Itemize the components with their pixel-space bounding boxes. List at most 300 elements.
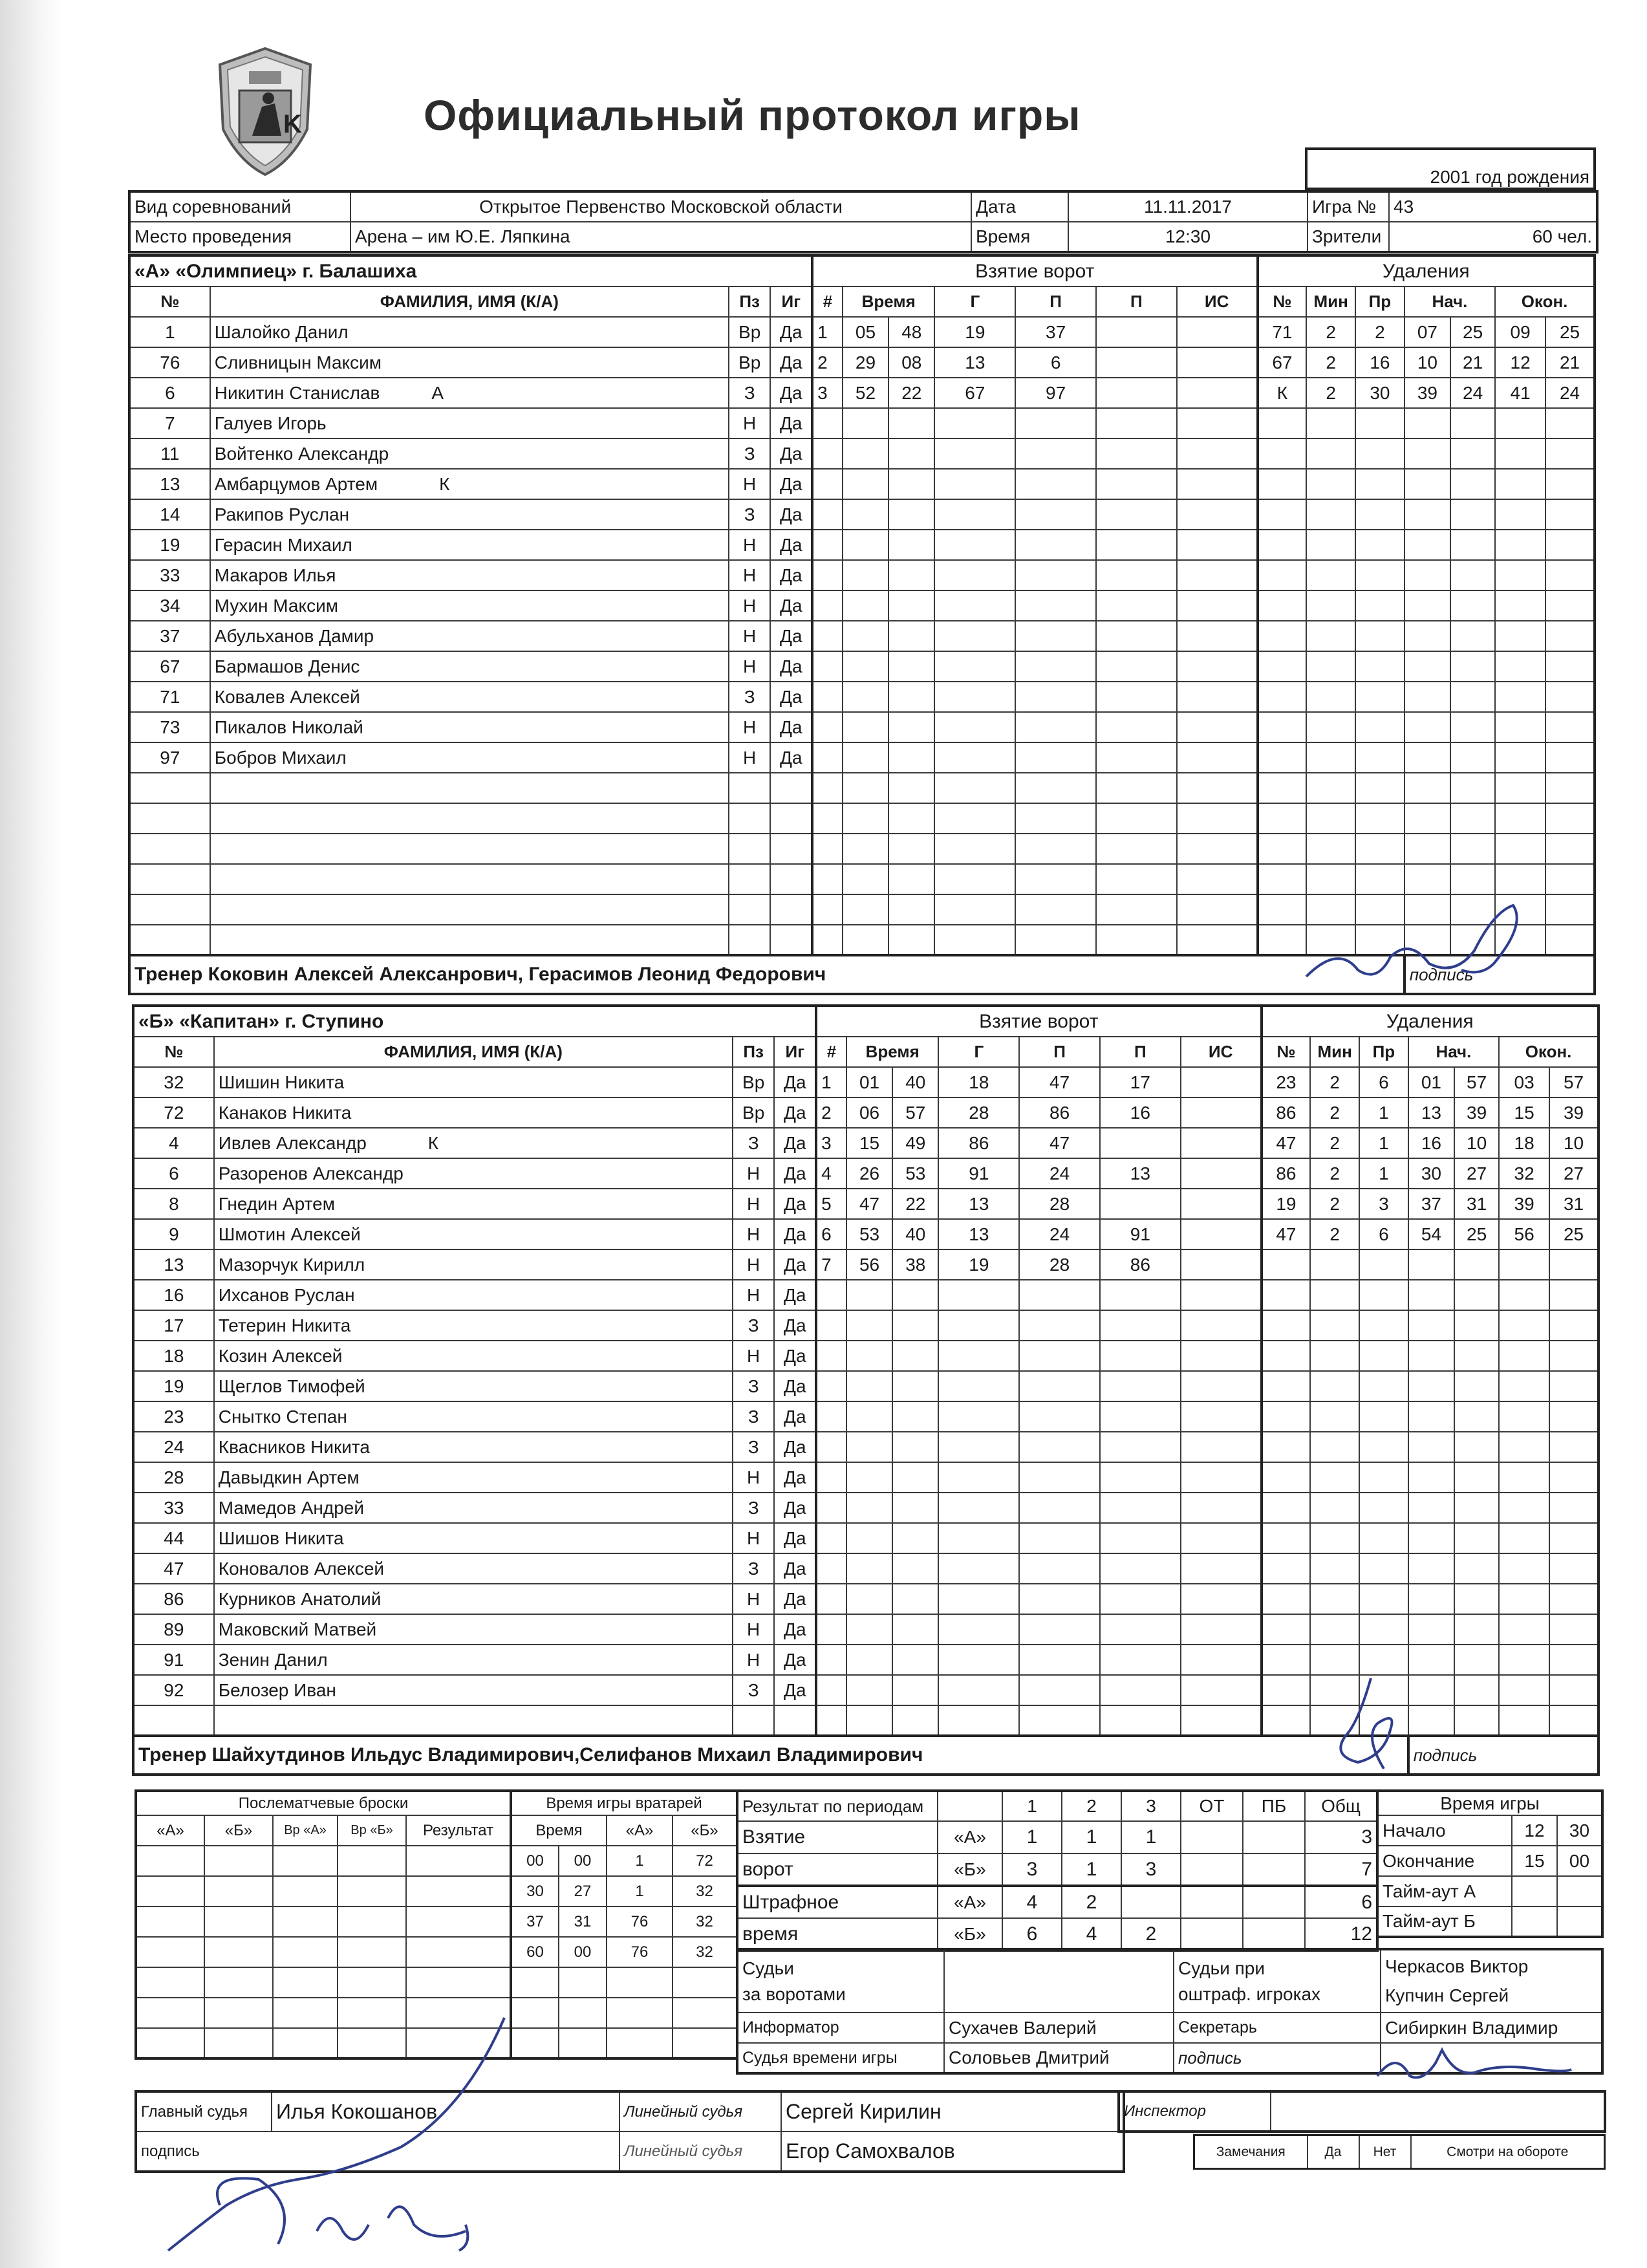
penalty-player: 47 <box>1262 1219 1311 1249</box>
penalty-min <box>1310 1310 1359 1341</box>
penalty-start-min: 37 <box>1408 1189 1454 1219</box>
penalty-end-min: 12 <box>1495 347 1545 378</box>
player-number: 9 <box>133 1219 214 1249</box>
penalty-min <box>1310 1553 1359 1584</box>
player-number: 19 <box>129 530 210 560</box>
player-played: Да <box>774 1584 816 1614</box>
goal-is <box>1181 1462 1262 1493</box>
goal-assist-1: 28 <box>1019 1249 1100 1280</box>
penalty-end-min <box>1495 560 1545 590</box>
period-value <box>1181 1886 1243 1918</box>
goal-assist-1 <box>1019 1341 1100 1371</box>
penalty-end-min <box>1499 1341 1549 1371</box>
penalty-reason: 3 <box>1359 1189 1408 1219</box>
period-value: 4 <box>1062 1918 1121 1950</box>
shootout-title: Послематчевые броски <box>136 1791 511 1815</box>
goal-number <box>816 1310 846 1341</box>
goal-scorer <box>934 712 1015 742</box>
player-name: Ихсанов Руслан <box>214 1280 733 1310</box>
player-number: 28 <box>133 1462 214 1493</box>
goal-number <box>816 1705 846 1736</box>
col-goal-scorer: Г <box>938 1037 1019 1067</box>
player-position: Н <box>729 621 771 651</box>
penalty-end-sec <box>1545 469 1595 499</box>
penalty-start-sec <box>1454 1705 1499 1736</box>
penalty-end-min <box>1499 1614 1549 1645</box>
penalty-start-sec <box>1454 1401 1499 1432</box>
player-number: 44 <box>133 1523 214 1553</box>
goal-number <box>816 1614 846 1645</box>
shootout-cell <box>204 1846 273 1876</box>
shootout-cell <box>338 1906 406 1937</box>
competition-label: Вид соревнований <box>129 191 350 222</box>
gk-time-min: 30 <box>511 1876 559 1906</box>
penalty-end-sec: 10 <box>1549 1128 1599 1158</box>
goal-assist-2 <box>1096 408 1177 438</box>
player-number: 47 <box>133 1553 214 1584</box>
col-pen-no: № <box>1262 1037 1311 1067</box>
penalty-reason <box>1359 1645 1408 1675</box>
penalty-start-min: 16 <box>1408 1128 1454 1158</box>
goal-assist-2 <box>1096 347 1177 378</box>
table-row <box>129 530 1595 560</box>
penalty-start-sec <box>1454 1493 1499 1523</box>
goal-assist-1 <box>1019 1705 1100 1736</box>
period-value <box>1121 1886 1181 1918</box>
goal-min: 47 <box>846 1189 892 1219</box>
player-played: Да <box>774 1553 816 1584</box>
penalty-player: 23 <box>1262 1067 1311 1097</box>
goal-number: 1 <box>816 1067 846 1097</box>
period-value <box>1243 1821 1305 1853</box>
goal-min <box>846 1432 892 1462</box>
secretary-sign-label: подпись <box>1174 2043 1381 2073</box>
goal-is <box>1177 590 1258 621</box>
col-goal-time: Время <box>846 1037 939 1067</box>
goal-scorer <box>938 1584 1019 1614</box>
gk-time-sec <box>559 2028 607 2058</box>
table-row <box>511 1998 737 2028</box>
goal-sec <box>888 834 934 864</box>
goal-scorer <box>934 651 1015 682</box>
goal-scorer <box>934 590 1015 621</box>
penalty-min: 2 <box>1306 347 1355 378</box>
penalty-reason <box>1355 712 1405 742</box>
shootout-cell <box>338 1876 406 1906</box>
penalty-start-min <box>1408 1493 1454 1523</box>
table-row <box>511 1876 737 1906</box>
goal-assist-1 <box>1015 530 1096 560</box>
col-pen-min: Мин <box>1306 286 1355 317</box>
penalty-end-min <box>1495 834 1545 864</box>
penalty-min <box>1306 651 1355 682</box>
goal-assist-1 <box>1015 712 1096 742</box>
penalty-end-min <box>1495 742 1545 773</box>
penalty-reason: 2 <box>1355 317 1405 347</box>
penalty-start-sec <box>1454 1280 1499 1310</box>
remarks-table <box>1193 2134 1606 2170</box>
penalty-end-sec <box>1549 1249 1599 1280</box>
player-played: Да <box>770 682 812 712</box>
player-name: Квасников Никита <box>214 1432 733 1462</box>
goal-scorer <box>934 682 1015 712</box>
time-judge-name: Соловьев Дмитрий <box>944 2043 1174 2073</box>
player-name: Герасин Михаил <box>210 530 729 560</box>
goal-assist-1 <box>1015 742 1096 773</box>
shootout-cell <box>136 1967 204 1998</box>
goal-number <box>812 925 843 955</box>
goal-assist-1 <box>1015 773 1096 803</box>
player-name: Амбарцумов Артем К <box>210 469 729 499</box>
goal-min <box>846 1401 892 1432</box>
goal-sec <box>892 1584 938 1614</box>
period-team: «А» <box>938 1821 1002 1853</box>
goal-is <box>1181 1401 1262 1432</box>
goal-scorer: 18 <box>938 1067 1019 1097</box>
goal-number <box>816 1493 846 1523</box>
player-number: 72 <box>133 1097 214 1128</box>
player-name: Щеглов Тимофей <box>214 1371 733 1401</box>
player-name: Снытко Степан <box>214 1401 733 1432</box>
penalty-min: 2 <box>1310 1128 1359 1158</box>
col-no: № <box>129 286 210 317</box>
penalty-start-sec <box>1450 742 1495 773</box>
team-name: «Б» «Капитан» г. Ступино <box>133 1006 816 1037</box>
player-position: З <box>733 1675 775 1705</box>
penalty-player <box>1258 499 1307 530</box>
secretary-signature <box>1371 2037 1578 2089</box>
penalty-start-min <box>1408 1462 1454 1493</box>
penalty-end-sec <box>1549 1401 1599 1432</box>
player-number: 14 <box>129 499 210 530</box>
penalty-min: 2 <box>1310 1189 1359 1219</box>
goal-assist-2 <box>1100 1341 1181 1371</box>
goal-sec <box>888 742 934 773</box>
player-name: Мамедов Андрей <box>214 1493 733 1523</box>
penalty-min: 2 <box>1306 378 1355 408</box>
penalty-reason <box>1359 1553 1408 1584</box>
game-time-table <box>1376 1789 1604 1938</box>
table-row <box>129 803 1595 834</box>
penalty-min <box>1310 1645 1359 1675</box>
goal-sec <box>888 894 934 925</box>
table-row <box>133 1614 1599 1645</box>
penalty-reason <box>1355 621 1405 651</box>
penalty-min: 2 <box>1310 1097 1359 1128</box>
player-number: 34 <box>129 590 210 621</box>
goal-min <box>846 1280 892 1310</box>
penalty-start-min <box>1405 408 1450 438</box>
goal-number <box>816 1462 846 1493</box>
goal-assist-2 <box>1096 712 1177 742</box>
penalty-min <box>1306 803 1355 834</box>
period-team: «Б» <box>938 1918 1002 1950</box>
linesman-name-1: Сергей Кирилин <box>781 2091 1124 2132</box>
goal-sec: 40 <box>892 1067 938 1097</box>
penalty-reason <box>1359 1493 1408 1523</box>
goal-is <box>1181 1523 1262 1553</box>
start-hour: 12 <box>1512 1815 1557 1846</box>
goal-scorer <box>934 499 1015 530</box>
player-number <box>129 864 210 894</box>
shootout-cell <box>406 1967 511 1998</box>
col-pen-reason: Пр <box>1355 286 1405 317</box>
penalty-reason <box>1359 1249 1408 1280</box>
shootout-cell <box>406 1906 511 1937</box>
gk-col-time: Время <box>511 1815 607 1846</box>
goal-is <box>1181 1371 1262 1401</box>
player-number: 73 <box>129 712 210 742</box>
penalty-end-min: 03 <box>1499 1067 1549 1097</box>
goal-sec: 38 <box>892 1249 938 1280</box>
goal-is <box>1181 1675 1262 1705</box>
goal-sec <box>888 408 934 438</box>
penalty-min <box>1310 1401 1359 1432</box>
penalty-min <box>1310 1523 1359 1553</box>
goal-min: 05 <box>843 317 888 347</box>
penalty-end-min <box>1499 1705 1549 1736</box>
start-min: 30 <box>1557 1815 1602 1846</box>
penalty-end-sec <box>1545 894 1595 925</box>
period-team: «А» <box>938 1886 1002 1918</box>
period-value: 6 <box>1305 1886 1377 1918</box>
gk-b-number: 72 <box>673 1846 737 1876</box>
goal-min <box>843 803 888 834</box>
penalty-end-sec <box>1549 1584 1599 1614</box>
penalty-start-sec: 25 <box>1454 1219 1499 1249</box>
time-value: 12:30 <box>1068 222 1308 252</box>
penalty-start-sec <box>1450 590 1495 621</box>
player-position: Н <box>733 1280 775 1310</box>
gk-time-min: 37 <box>511 1906 559 1937</box>
penalty-end-sec <box>1545 590 1595 621</box>
col-pen-start: Нач. <box>1408 1037 1499 1067</box>
remarks-yes[interactable]: Да <box>1308 2135 1359 2169</box>
penalty-start-sec: 57 <box>1454 1067 1499 1097</box>
penalty-start-min <box>1405 651 1450 682</box>
period-value <box>1243 1853 1305 1886</box>
so-col-a: «А» <box>136 1815 204 1846</box>
goal-min <box>846 1675 892 1705</box>
player-played: Да <box>770 408 812 438</box>
player-number: 91 <box>133 1645 214 1675</box>
goal-scorer <box>938 1614 1019 1645</box>
penalty-end-sec <box>1545 864 1595 894</box>
player-position: З <box>733 1553 775 1584</box>
goal-is <box>1177 894 1258 925</box>
col-no: № <box>133 1037 214 1067</box>
goal-number <box>816 1523 846 1553</box>
player-position: Вр <box>733 1097 775 1128</box>
goal-assist-2 <box>1100 1705 1181 1736</box>
penalty-end-min <box>1495 590 1545 621</box>
penalty-reason <box>1355 864 1405 894</box>
player-number: 7 <box>129 408 210 438</box>
shootout-cell <box>273 1967 338 1998</box>
coach-b-signature <box>1326 1672 1416 1775</box>
goal-sec <box>892 1280 938 1310</box>
goal-sec: 40 <box>892 1219 938 1249</box>
penalty-start-min <box>1405 621 1450 651</box>
goal-scorer <box>938 1462 1019 1493</box>
goal-min <box>846 1341 892 1371</box>
goalie-time-title: Время игры вратарей <box>511 1791 737 1815</box>
inspector-table <box>1117 2090 1606 2133</box>
penalty-end-min <box>1499 1675 1549 1705</box>
goal-assist-1 <box>1019 1371 1100 1401</box>
goal-assist-2 <box>1096 682 1177 712</box>
table-row <box>129 560 1595 590</box>
goal-assist-1 <box>1015 682 1096 712</box>
goal-scorer <box>938 1523 1019 1553</box>
gk-a-number <box>607 1967 673 1998</box>
table-row <box>129 347 1595 378</box>
goals-row-b <box>737 1853 1377 1886</box>
player-played: Да <box>770 347 812 378</box>
per-col-2: 2 <box>1062 1791 1121 1821</box>
goal-number <box>812 651 843 682</box>
penalty-min: 2 <box>1306 317 1355 347</box>
goal-is <box>1181 1067 1262 1097</box>
penalty-end-sec <box>1545 651 1595 682</box>
penalty-player <box>1258 560 1307 590</box>
time-label: Время <box>971 222 1068 252</box>
player-played: Да <box>774 1158 816 1189</box>
col-assist-2: П <box>1096 286 1177 317</box>
player-number <box>129 803 210 834</box>
gk-time-sec: 31 <box>559 1906 607 1937</box>
player-played: Да <box>770 742 812 773</box>
table-row <box>511 1906 737 1937</box>
player-number: 6 <box>129 378 210 408</box>
period-value: 1 <box>1121 1821 1181 1853</box>
shootout-cell <box>273 1876 338 1906</box>
penalty-end-min: 32 <box>1499 1158 1549 1189</box>
goal-assist-2 <box>1100 1128 1181 1158</box>
penalty-start-min <box>1408 1584 1454 1614</box>
penalty-end-sec <box>1545 773 1595 803</box>
period-row-label: Штрафное <box>737 1886 938 1918</box>
penalty-reason <box>1359 1371 1408 1401</box>
player-played: Да <box>774 1432 816 1462</box>
penalty-start-min <box>1405 773 1450 803</box>
period-value: 7 <box>1305 1853 1377 1886</box>
penalty-reason <box>1355 499 1405 530</box>
goal-assist-1 <box>1015 894 1096 925</box>
goal-judges-label: Судьи за воротами <box>737 1949 944 2013</box>
player-name: Разоренов Александр <box>214 1158 733 1189</box>
penalty-end-sec <box>1549 1493 1599 1523</box>
birth-year: 2001 год рождения <box>1430 167 1589 187</box>
player-position: Н <box>733 1614 775 1645</box>
goal-is <box>1177 864 1258 894</box>
col-is: ИС <box>1177 286 1258 317</box>
player-number: 24 <box>133 1432 214 1462</box>
goal-is <box>1177 803 1258 834</box>
goal-assist-1 <box>1015 651 1096 682</box>
inspector-label: Инспектор <box>1119 2091 1271 2132</box>
penalty-end-sec: 25 <box>1549 1219 1599 1249</box>
goal-assist-2 <box>1096 894 1177 925</box>
goal-number <box>812 621 843 651</box>
player-played: Да <box>770 317 812 347</box>
goal-assist-2 <box>1096 742 1177 773</box>
player-name: Зенин Данил <box>214 1645 733 1675</box>
player-position: Н <box>729 530 771 560</box>
table-row <box>136 1967 511 1998</box>
penalty-reason: 6 <box>1359 1219 1408 1249</box>
goal-assist-2 <box>1100 1493 1181 1523</box>
player-name: Маковский Матвей <box>214 1614 733 1645</box>
goal-assist-2 <box>1100 1614 1181 1645</box>
gk-time-sec <box>559 1967 607 1998</box>
penalty-end-sec <box>1545 438 1595 469</box>
penalty-reason <box>1355 438 1405 469</box>
player-number: 33 <box>133 1493 214 1523</box>
goal-number: 3 <box>816 1128 846 1158</box>
player-position: Н <box>733 1189 775 1219</box>
gk-time-sec <box>559 1998 607 2028</box>
penalty-start-sec <box>1454 1432 1499 1462</box>
gk-a-number: 76 <box>607 1906 673 1937</box>
table-row <box>133 1645 1599 1675</box>
goal-assist-1 <box>1019 1523 1100 1553</box>
penalty-reason <box>1355 834 1405 864</box>
player-position: Н <box>729 651 771 682</box>
penalties-section-title: Удаления <box>1262 1006 1599 1037</box>
penalty-end-sec <box>1549 1341 1599 1371</box>
player-name: Ракипов Руслан <box>210 499 729 530</box>
player-number: 4 <box>133 1128 214 1158</box>
player-played <box>770 925 812 955</box>
goal-is <box>1177 469 1258 499</box>
goal-assist-1: 86 <box>1019 1097 1100 1128</box>
goal-assist-2 <box>1096 317 1177 347</box>
player-number: 32 <box>133 1067 214 1097</box>
penalty-reason: 6 <box>1359 1067 1408 1097</box>
goal-min <box>843 621 888 651</box>
goal-sec: 53 <box>892 1158 938 1189</box>
player-played: Да <box>774 1401 816 1432</box>
goal-min <box>843 834 888 864</box>
penalty-player: 67 <box>1258 347 1307 378</box>
referee-signature <box>129 2011 517 2263</box>
goal-scorer <box>938 1280 1019 1310</box>
player-position: З <box>733 1493 775 1523</box>
penalty-min <box>1306 499 1355 530</box>
player-name <box>210 773 729 803</box>
time-judge-label: Судья времени игры <box>737 2043 944 2073</box>
player-name: Шишин Никита <box>214 1067 733 1097</box>
penalty-start-sec <box>1450 530 1495 560</box>
goal-assist-1 <box>1019 1310 1100 1341</box>
gk-b-number <box>673 1967 737 1998</box>
goal-is <box>1177 530 1258 560</box>
goal-scorer <box>934 864 1015 894</box>
goal-is <box>1181 1432 1262 1462</box>
penalty-end-min <box>1495 651 1545 682</box>
svg-text:K: K <box>283 110 302 138</box>
goal-is <box>1177 317 1258 347</box>
goal-scorer <box>938 1341 1019 1371</box>
remarks-no[interactable]: Нет <box>1359 2135 1411 2169</box>
penalty-start-min <box>1405 590 1450 621</box>
table-row <box>133 1310 1599 1341</box>
penalty-player <box>1262 1553 1311 1584</box>
player-name: Войтенко Александр <box>210 438 729 469</box>
goal-min: 29 <box>843 347 888 378</box>
player-name <box>210 925 729 955</box>
